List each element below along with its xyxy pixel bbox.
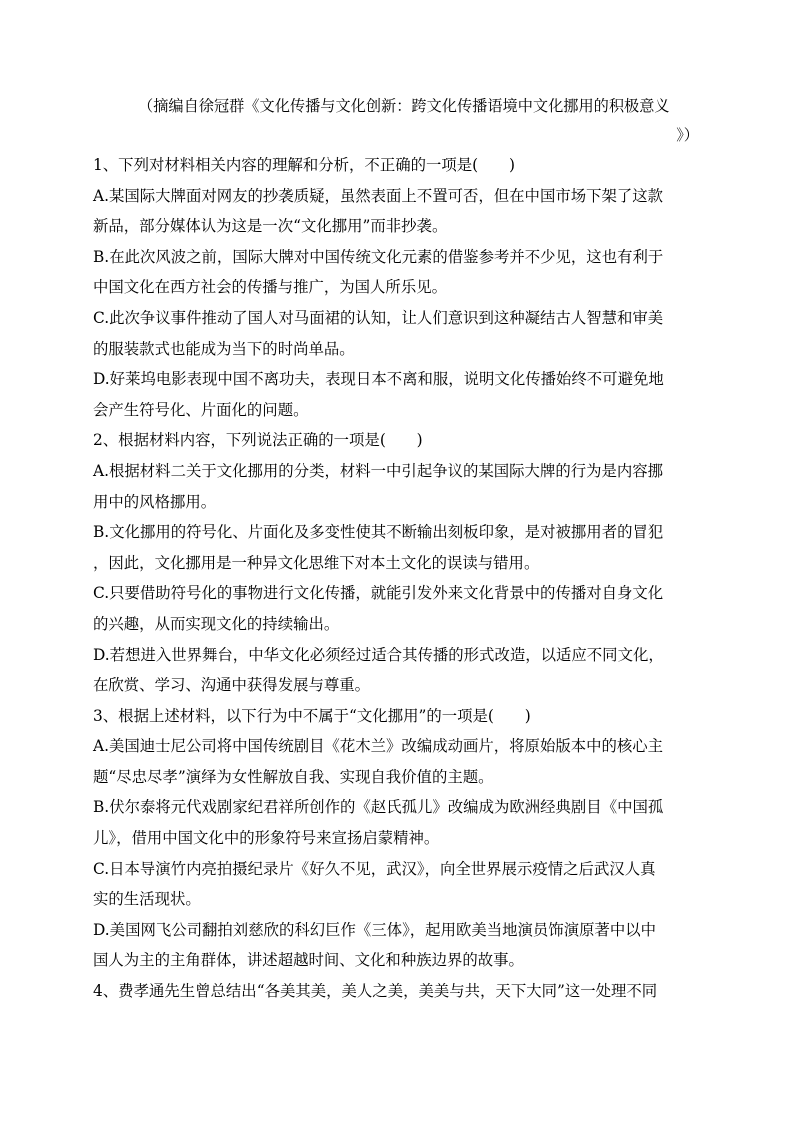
- question-2-option-d: D.若想进入世界舞台，中华文化必须经过适合其传播的形式改造，以适应不同文化，: [93, 645, 664, 664]
- question-1-option-d: D.好莱坞电影表现中国不离功夫，表现日本不离和服，说明文化传播始终不可避免地: [93, 370, 664, 389]
- question-3-option-c: C.日本导演竹内亮拍摄纪录片《好久不见，武汉》，向全世界展示疫情之后武汉人真: [93, 859, 656, 878]
- question-3-option-b-cont: 儿》，借用中国文化中的形象符号来宣扬启蒙精神。: [93, 829, 440, 848]
- source-citation-end: 》）: [676, 126, 699, 144]
- question-3-option-a: A.美国迪士尼公司将中国传统剧目《花木兰》改编成动画片，将原始版本中的核心主: [93, 737, 664, 756]
- question-2-option-a-cont: 用中的风格挪用。: [93, 492, 217, 511]
- question-2-option-b: B.文化挪用的符号化、片面化及多变性使其不断输出刻板印象，是对被挪用者的冒犯: [93, 523, 664, 542]
- document-page: [93, 92, 701, 1007]
- question-3-option-d: D.美国网飞公司翻拍刘慈欣的科幻巨作《三体》，起用欧美当地演员饰演原著中以中: [93, 920, 657, 939]
- question-2-option-b-cont: ，因此，文化挪用是一种异文化思维下对本土文化的误读与错用。: [93, 553, 540, 572]
- question-1-option-c: C.此次争议事件推动了国人对马面裙的认知，让人们意识到这种凝结古人智慧和审美: [93, 308, 664, 327]
- question-2-option-c-cont: 的兴趣，从而实现文化的持续输出。: [93, 614, 340, 633]
- question-1-stem: 1、下列对材料相关内容的理解和分析，不正确的一项是( ): [93, 156, 515, 174]
- question-1-option-b-cont: 中国文化在西方社会的传播与推广，为国人所乐见。: [93, 278, 447, 297]
- question-1-option-a: A.某国际大牌面对网友的抄袭质疑，虽然表面上不置可否，但在中国市场下架了这款: [93, 186, 664, 205]
- question-3-option-d-cont: 国人为主的主角群体，讲述超越时间、文化和种族边界的故事。: [93, 951, 524, 970]
- question-1-option-c-cont: 的服装款式也能成为当下的时尚单品。: [93, 339, 355, 358]
- question-2-option-c: C.只要借助符号化的事物进行文化传播，就能引发外来文化背景中的传播对自身文化: [93, 584, 664, 603]
- question-2-option-d-cont: 在欣赏、学习、沟通中获得发展与尊重。: [93, 676, 371, 695]
- question-2-option-a: A.根据材料二关于文化挪用的分类，材料一中引起争议的某国际大牌的行为是内容挪: [93, 461, 664, 480]
- question-1-option-d-cont: 会产生符号化、片面化的问题。: [93, 400, 309, 419]
- question-3-stem: 3、根据上述材料，以下行为中不属于“文化挪用”的一项是( ): [93, 706, 531, 725]
- question-block: [93, 150, 701, 1007]
- question-3-option-a-cont: 题“尽忠尽孝”演绎为女性解放自我、实现自我价值的主题。: [93, 767, 494, 786]
- question-3-option-b: B.伏尔泰将元代戏剧家纪君祥所创作的《赵氏孤儿》改编成为欧洲经典剧目《中国孤: [93, 798, 664, 817]
- question-1-option-b: B.在此次风波之前，国际大牌对中国传统文化元素的借鉴参考并不少见，这也有利于: [93, 247, 664, 266]
- question-3-option-c-cont: 实的生活现状。: [93, 890, 201, 909]
- question-4-stem: 4、费孝通先生曾总结出“各美其美，美人之美，美美与共，天下大同”这一处理不同: [93, 982, 658, 1001]
- question-2-stem: 2、根据材料内容，下列说法正确的一项是( ): [93, 431, 423, 450]
- source-citation: （摘编自徐冠群《文化传播与文化创新：跨文化传播语境中文化挪用的积极意义: [138, 97, 670, 115]
- question-1-option-a-cont: 新品，部分媒体认为这是一次“文化挪用”而非抄袭。: [93, 217, 448, 236]
